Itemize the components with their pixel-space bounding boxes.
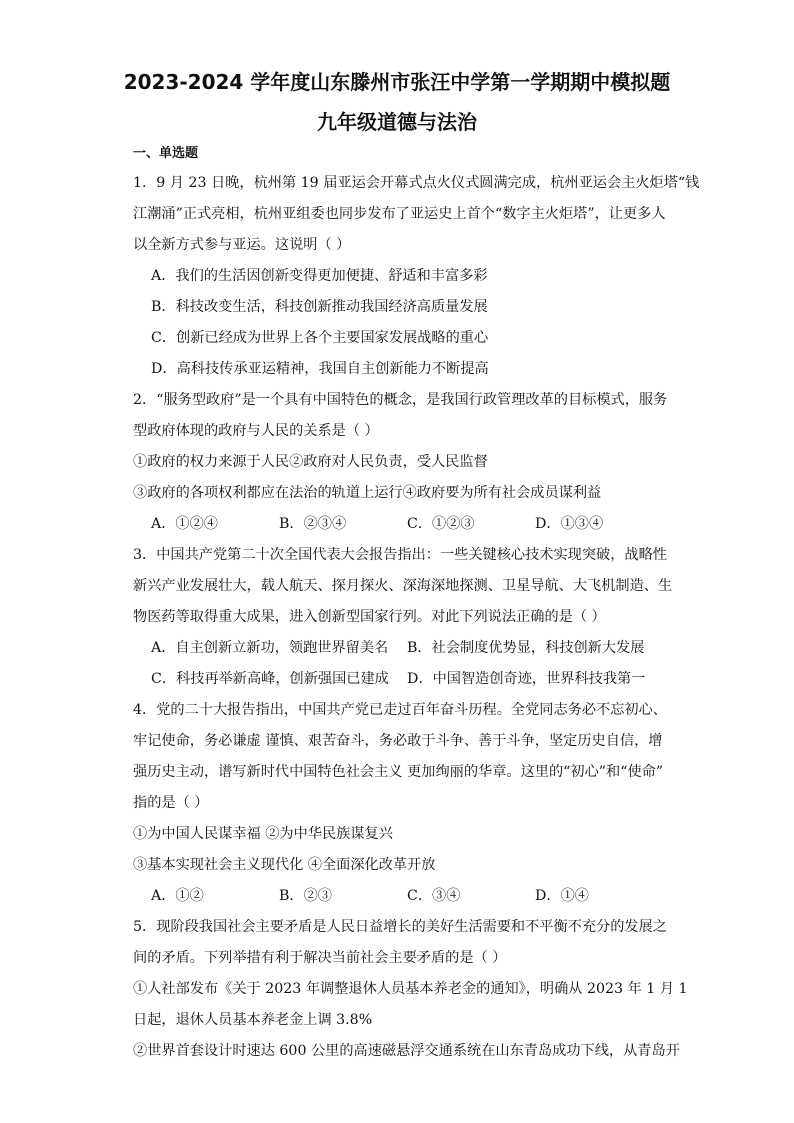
- statement-line: ②世界首套设计时速达 600 公里的高速磁悬浮交通系统在山东青岛成功下线，从青岛开: [133, 1043, 680, 1059]
- statement-line: ③基本实现社会主义现代化 ④全面深化改革开放: [133, 857, 436, 873]
- statement-line: 日起，退休人员基本养老金上调 3.8%: [133, 1012, 373, 1028]
- question-stem-line: 型政府体现的政府与人民的关系是（ ）: [133, 423, 379, 439]
- statement-line: ①人社部发布《关于 2023 年调整退休人员基本养老金的通知》，明确从 2023 年 1 月 1: [133, 981, 688, 997]
- option-b: B．②③④: [279, 516, 347, 532]
- option-d: D．①④: [535, 888, 589, 904]
- question-stem-line: 物医药等取得重大成果，进入创新型国家行列。对此下列说法正确的是（ ）: [133, 609, 606, 625]
- question-stem-line: 以全新方式参与亚运。这说明（ ）: [133, 237, 351, 253]
- options-row: [133, 509, 663, 540]
- statement-line: ①政府的权力来源于人民②政府对人民负责，受人民监督: [133, 454, 488, 470]
- question-5: [133, 912, 688, 1067]
- question-stem-line: 4．党的二十大报告指出，中国共产党已走过百年奋斗历程。全党同志务必不忘初心、: [133, 702, 667, 718]
- question-stem-line: 1．9 月 23 日晚，杭州第 19 届亚运会开幕式点火仪式圆满完成，杭州亚运会主火炬塔“钱: [133, 175, 700, 191]
- option-c: C．①②③: [407, 516, 475, 532]
- question-stem-line: 5．现阶段我国社会主要矛盾是人民日益增长的美好生活需要和不平衡不充分的发展之: [133, 919, 667, 935]
- option-d: D．①③④: [535, 516, 604, 532]
- question-stem-line: 江潮涌”正式亮相，杭州亚组委也同步发布了亚运史上首个“数字主火炬塔”，让更多人: [133, 206, 666, 222]
- exam-subject: 九年级道德与法治: [317, 110, 477, 134]
- question-stem-line: 新兴产业发展壮大，载人航天、探月探火、深海深地探测、卫星导航、大飞机制造、生: [133, 578, 673, 594]
- options-row: [133, 664, 663, 695]
- option-d: D．中国智造创奇迹，世界科技我第一: [407, 671, 646, 687]
- section-heading: 一、单选题: [133, 146, 199, 161]
- question-stem-line: 3．中国共产党第二十次全国代表大会报告指出：一些关键核心技术实现突破，战略性: [133, 547, 667, 563]
- questions: [133, 168, 700, 1067]
- option-a: A．①②: [151, 888, 204, 904]
- question-stem-line: 牢记使命，务必谦虚 谨慎、艰苦奋斗，务必敢于斗争、善于斗争，坚定历史自信，增: [133, 733, 663, 749]
- question-stem-line: 间的矛盾。下列举措有利于解决当前社会主要矛盾的是（ ）: [133, 950, 507, 966]
- option-d: D．高科技传承亚运精神，我国自主创新能力不断提高: [151, 361, 489, 377]
- question-stem-line: 2．“服务型政府”是一个具有中国特色的概念，是我国行政管理改革的目标模式，服务: [133, 392, 668, 408]
- question-2: [133, 385, 668, 540]
- question-4: [133, 695, 667, 912]
- option-b: B．科技改变生活，科技创新推动我国经济高质量发展: [151, 299, 488, 315]
- options-row: [133, 633, 663, 664]
- question-stem-line: 强历史主动，谱写新时代中国特色社会主义 更加绚丽的华章。这里的“初心”和“使命”: [133, 764, 664, 780]
- statement-line: ③政府的各项权利都应在法治的轨道上运行④政府要为所有社会成员谋利益: [133, 485, 602, 501]
- question-3: [133, 540, 673, 695]
- option-b: B．②③: [279, 888, 332, 904]
- statement-line: ①为中国人民谋幸福 ②为中华民族谋复兴: [133, 826, 393, 842]
- option-a: A．①②④: [151, 516, 218, 532]
- exam-title: 2023-2024 学年度山东滕州市张汪中学第一学期期中模拟题: [123, 70, 671, 94]
- option-c: C．③④: [407, 888, 461, 904]
- question-1: [133, 168, 700, 385]
- option-c: C．科技再举新高峰，创新强国已建成: [151, 671, 389, 687]
- option-a: A．我们的生活因创新变得更加便捷、舒适和丰富多彩: [151, 268, 488, 284]
- question-stem-line: 指的是（ ）: [133, 795, 209, 811]
- option-b: B．社会制度优势显，科技创新大发展: [407, 640, 645, 656]
- option-a: A．自主创新立新功，领跑世界留美名: [151, 640, 389, 656]
- option-c: C．创新已经成为世界上各个主要国家发展战略的重心: [151, 330, 489, 346]
- options-row: [133, 881, 663, 912]
